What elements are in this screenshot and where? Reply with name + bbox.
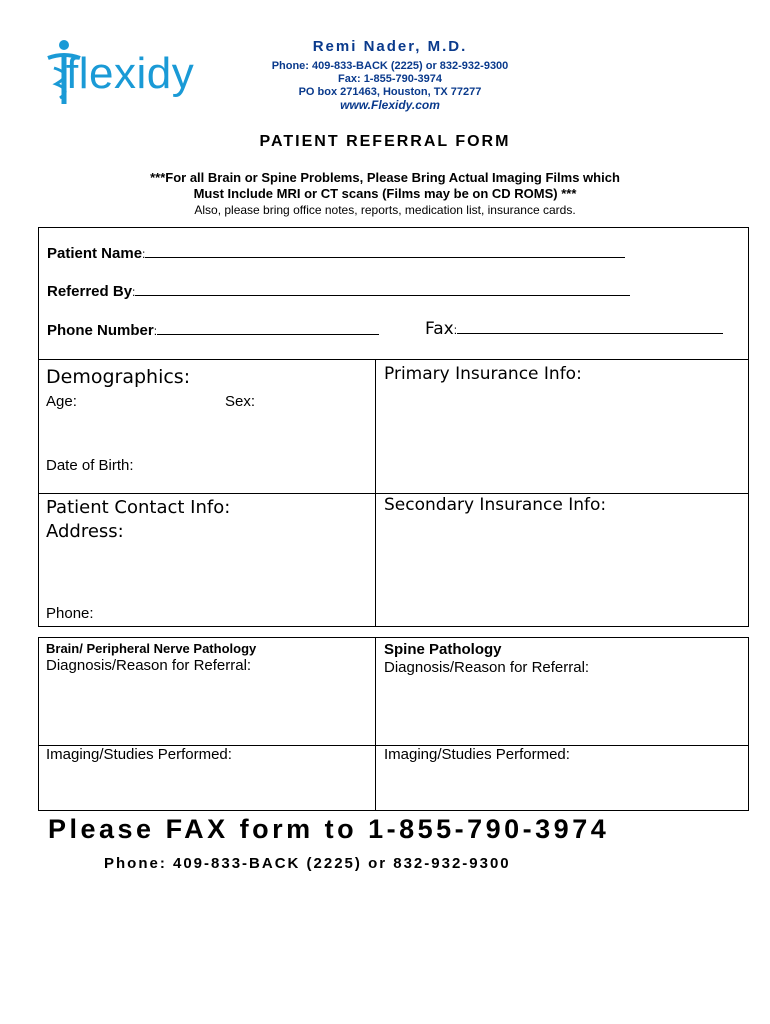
header-phone: Phone: 409-833-BACK (2225) or 832-932-9300 — [271, 60, 509, 72]
imaging-note-line-2: Must Include MRI or CT scans (Films may be on CD ROMS) *** — [193, 186, 577, 201]
phone-label: Phone: — [46, 605, 94, 622]
bring-docs-note: Also, please bring office notes, reports, medication list, insurance cards. — [194, 203, 576, 217]
imaging-note-line-1: ***For all Brain or Spine Problems, Please Bring Actual Imaging Films which — [150, 170, 620, 185]
info-grid-divider-horizontal — [39, 493, 748, 494]
referred-by-label: Referred By — [47, 283, 133, 300]
brain-imaging-label: Imaging/Studies Performed: — [46, 746, 232, 763]
brain-pathology-title: Brain/ Peripheral Nerve Pathology — [46, 641, 257, 656]
patient-name-label: Patient Name — [47, 245, 143, 262]
patient-contact-label: Patient Contact Info: — [46, 497, 231, 518]
info-grid — [38, 359, 749, 627]
form-title: PATIENT REFERRAL FORM — [259, 133, 511, 150]
demographics-label: Demographics: — [46, 366, 191, 388]
age-label: Age: — [46, 393, 77, 410]
spine-diagnosis-label: Diagnosis/Reason for Referral: — [384, 659, 590, 676]
logo-wordmark: flexidy — [66, 49, 195, 98]
header-fax: Fax: 1-855-790-3974 — [338, 73, 442, 85]
referred-by-row: Referred By: — [47, 283, 630, 301]
phone-call-to-action: Phone: 409-833-BACK (2225) or 832-932-9300 — [104, 855, 511, 872]
sex-label: Sex: — [225, 393, 256, 410]
secondary-insurance-label: Secondary Insurance Info: — [384, 495, 607, 515]
primary-insurance-label: Primary Insurance Info: — [384, 364, 582, 384]
patient-name-row: Patient Name: — [47, 245, 625, 263]
fax-call-to-action: Please FAX form to 1-855-790-3974 — [48, 814, 610, 844]
address-label: Address: — [46, 521, 124, 542]
spine-imaging-label: Imaging/Studies Performed: — [384, 746, 570, 763]
doctor-name: Remi Nader, M.D. — [312, 38, 468, 55]
phone-number-field[interactable] — [157, 322, 379, 335]
dob-label: Date of Birth: — [46, 457, 134, 474]
header-website[interactable]: www.Flexidy.com — [340, 98, 440, 112]
contact-block — [252, 60, 528, 112]
patient-name-field[interactable] — [145, 245, 625, 258]
phone-number-row: Phone Number: — [47, 322, 379, 340]
fax-label: Fax — [425, 319, 454, 339]
referred-by-field[interactable] — [135, 283, 630, 296]
spine-pathology-title: Spine Pathology — [384, 641, 502, 658]
header-address: PO box 271463, Houston, TX 77277 — [298, 86, 482, 98]
patient-info-box — [38, 227, 749, 360]
brain-diagnosis-label: Diagnosis/Reason for Referral: — [46, 657, 252, 674]
pathology-box — [38, 637, 749, 811]
phone-number-label: Phone Number — [47, 322, 154, 339]
fax-row: Fax: — [425, 319, 723, 339]
pathology-divider-vertical — [375, 638, 376, 810]
imaging-note — [0, 170, 770, 202]
fax-field[interactable] — [457, 321, 723, 334]
